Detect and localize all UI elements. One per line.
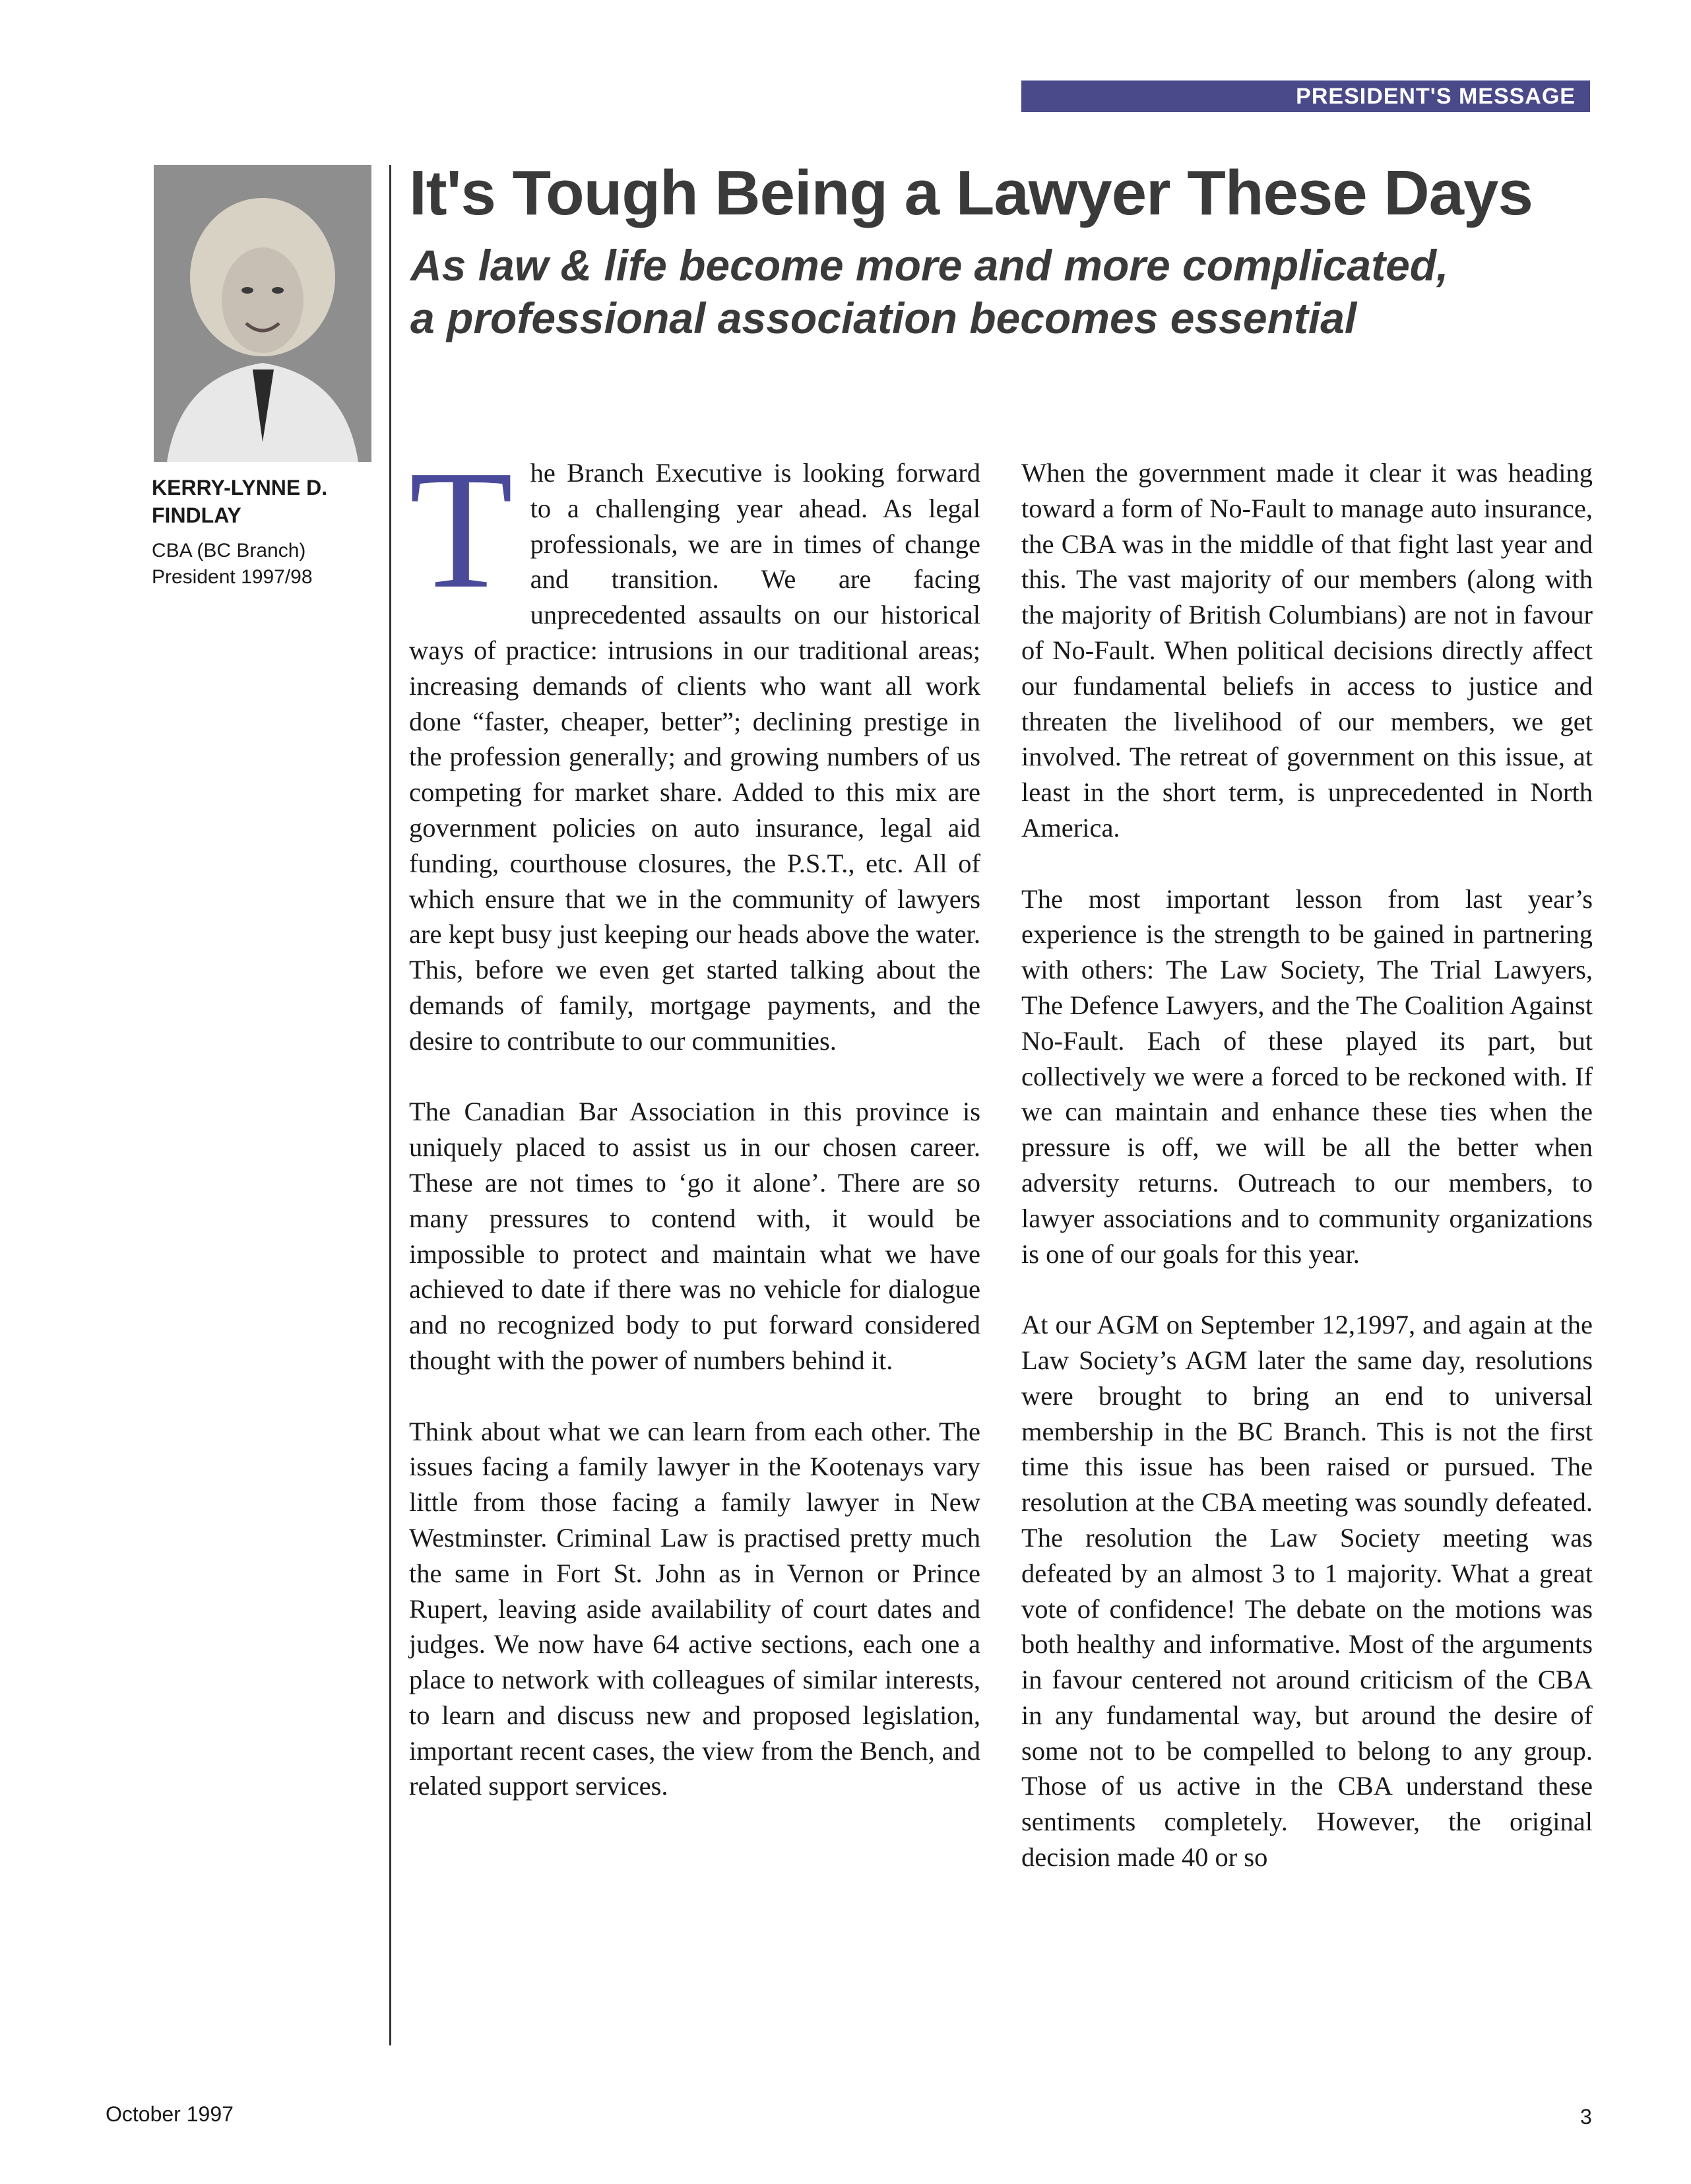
footer-date: October 1997	[106, 2102, 234, 2126]
article-paragraph-4: When the government made it clear it was heading toward a form of No-Fault to manage auto insurance, the CBA was in the middle of that fight last year and this. The vast majority of our members (along with the majority of British Columbians) are not in favour of No-Fault. When political decisions directly affect our fundamental beliefs in access to justice and threaten the livelihood of our members, we get involved. The retreat of government on this issue, at least in the short term, is unprecedented in North America.	[1021, 458, 1593, 843]
section-label: PRESIDENT'S MESSAGE	[1021, 80, 1590, 112]
article-paragraph-6: At our AGM on September 12,1997, and again at the Law Society’s AGM later the same day, resolutions were brought to bring an end to universal membership in the BC Branch. This is not the first time this issue has been raised or pursued. The resolution at the CBA meeting was soundly defeated. The resolution the Law Society meeting was defeated by an almost 3 to 1 majority. What a great vote of confidence! The debate on the motions was both healthy and informative. Most of the arguments in favour centered not around criticism of the CBA in any fundamental way, but around the desire of some not to be compelled to belong to any group. Those of us active in the CBA understand these sentiments completely. However, the original decision made 40 or so	[1021, 1310, 1593, 1873]
author-role-line2: President 1997/98	[152, 566, 313, 588]
drop-cap: T	[409, 435, 513, 624]
page-number: 3	[1580, 2105, 1592, 2129]
author-role	[152, 538, 369, 591]
subheadline-line1: As law & life become more and more complicated,	[410, 241, 1449, 290]
article-paragraph-1	[409, 435, 980, 1059]
author-name-line1: KERRY-LYNNE D.	[152, 476, 328, 499]
article-paragraph-2: The Canadian Bar Association in this province is uniquely placed to assist us in our chosen career. These are not times to ‘go it alone’. There are so many pressures to contend with, it would be impossible to protect and maintain what we have achieved to date if there was no vehicle for dialogue and no recognized body to put forward considered thought with the power of numbers behind it.	[409, 1097, 980, 1375]
article-paragraph-5: The most important lesson from last year’s experience is the strength to be gained in partnering with others: The Law Society, The Trial Lawyers, The Defence Lawyers, and the The Coalition Against No-Fault. Each of these played its part, but collectively we were a forced to be reckoned with. If we can maintain and enhance these ties when the pressure is off, we will be all the better when adversity returns. Outreach to our members, to lawyer associations and to community organizations is one of our goals for this year.	[1021, 883, 1593, 1269]
subheadline	[410, 239, 1611, 344]
subheadline-line2: a professional association becomes essential	[410, 294, 1357, 342]
page-title: It's Tough Being a Lawyer These Days	[409, 158, 1533, 228]
author-role-line1: CBA (BC Branch)	[152, 540, 306, 562]
article-column-left	[409, 435, 980, 1840]
portrait-image	[154, 165, 371, 462]
article-column-right	[1021, 455, 1593, 1911]
paragraph-1-text: he Branch Executive is looking forward to a challenging year ahead. As legal professionals, we are in times of change and transition. We are facing unprecedented assaults on our historical ways of practice: intrusions in our traditional areas; increasing demands of clients who want all work done “faster, cheaper, better”; declining prestige in the profession generally; and growing numbers of us competing for market share. Added to this mix are government policies on auto insurance, legal aid funding, courthouse closures, the P.S.T., etc. All of which ensure that we in the community of lawyers are kept busy just keeping our heads above the water. This, before we even get started talking about the demands of family, mortgage payments, and the desire to contribute to our communities.	[409, 458, 980, 1056]
author-name	[152, 474, 369, 529]
article-paragraph-3: Think about what we can learn from each other. The issues facing a family lawyer in the Kootenays vary little from those facing a family lawyer in New Westminster. Criminal Law is practised pretty much the same in Fort St. John as in Vernon or Prince Rupert, leaving aside availability of court dates and judges. We now have 64 active sections, each one a place to network with colleagues of similar interests, to learn and discuss new and proposed legislation, important recent cases, the view from the Bench, and related support services.	[409, 1416, 980, 1801]
author-name-line2: FINDLAY	[152, 503, 241, 527]
vertical-divider	[389, 165, 391, 2045]
author-photo	[154, 165, 371, 462]
